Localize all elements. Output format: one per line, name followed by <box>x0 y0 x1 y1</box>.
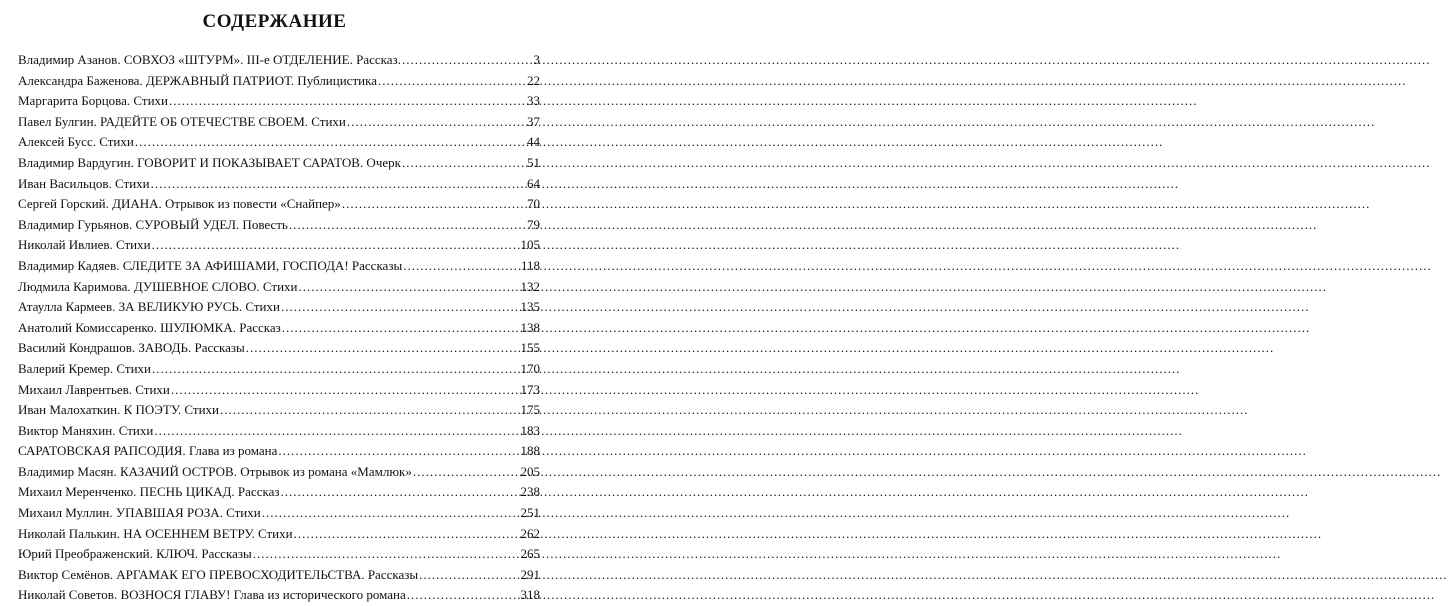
toc-entry-title: Юрий Преображенский. КЛЮЧ. Рассказы <box>18 546 252 562</box>
toc-entry <box>18 277 540 298</box>
toc-entry <box>18 565 540 586</box>
toc-entry-title: Иван Малохаткин. К ПОЭТУ. Стихи <box>18 402 220 418</box>
dot-leader <box>220 400 519 421</box>
toc-entry <box>18 482 540 503</box>
toc-entry-title: Михаил Меренченко. ПЕСНЬ ЦИКАД. Рассказ <box>18 484 280 500</box>
toc-entry <box>18 544 540 565</box>
toc-entry-title: Виктор Семёнов. АРГАМАК ЕГО ПРЕВОСХОДИТЕЛЬСТВА. Рассказы <box>18 566 419 582</box>
toc-entry-title: Владимир Масян. КАЗАЧИЙ ОСТРОВ. Отрывок из романа «Мамлюк» <box>18 463 412 479</box>
toc-entry <box>18 503 540 524</box>
toc-entry <box>18 112 540 133</box>
toc-entry-page-number: 79 <box>527 216 540 232</box>
dot-leader <box>278 441 519 462</box>
toc-entry-title: Атаулла Кармеев. ЗА ВЕЛИКУЮ РУСЬ. Стихи <box>18 299 280 315</box>
toc-entry-page-number: 132 <box>520 278 540 294</box>
dot-leader <box>403 256 520 277</box>
toc-entry <box>18 441 540 462</box>
toc-entry-page-number: 170 <box>520 360 540 376</box>
toc-entry-page-number: 262 <box>520 525 540 541</box>
toc-entry-title: Маргарита Борцова. Стихи <box>18 93 169 109</box>
dot-leader <box>294 524 520 545</box>
toc-entry <box>18 194 540 215</box>
dot-leader <box>171 380 520 401</box>
toc-entry <box>18 359 540 380</box>
toc-entry-title: Михаил Муллин. УПАВШАЯ РОЗА. Стихи <box>18 505 261 521</box>
toc-entry-title: Владимир Гурьянов. СУРОВЫЙ УДЕЛ. Повесть <box>18 216 288 232</box>
toc-entry-title: Валерий Кремер. Стихи <box>18 360 152 376</box>
toc-entry <box>18 132 540 153</box>
dot-leader <box>151 174 526 195</box>
toc-entry-title: Сергей Горский. ДИАНА. Отрывок из повести «Снайпер» <box>18 196 341 212</box>
toc-entry-page-number: 51 <box>527 154 540 170</box>
toc-entry-title: Владимир Азанов. СОВХОЗ «ШТУРМ». III-е ОТДЕЛЕНИЕ. Рассказ. <box>18 52 401 67</box>
toc-entry-title: Владимир Вардугин. ГОВОРИТ И ПОКАЗЫВАЕТ САРАТОВ. Очерк <box>18 154 401 170</box>
toc-entry-page-number: 37 <box>527 113 540 129</box>
toc-entry-page-number: 105 <box>520 237 540 253</box>
toc-entry <box>18 235 540 256</box>
toc-entry-page-number: 238 <box>520 484 540 500</box>
dot-leader <box>152 235 520 256</box>
toc-entry <box>18 318 540 339</box>
dot-leader <box>253 544 520 565</box>
toc-entry-title: Владимир Кадяев. СЛЕДИТЕ ЗА АФИШАМИ, ГОСПОДА! Рассказы <box>18 257 403 273</box>
toc-entry <box>18 256 540 277</box>
dot-leader <box>169 91 526 112</box>
dot-leader <box>135 132 526 153</box>
toc-entry <box>18 380 540 401</box>
dot-leader <box>419 565 519 586</box>
toc-entry-page-number: 64 <box>527 175 540 191</box>
toc-entry-title: Анатолий Комиссаренко. ШУЛЮМКА. Рассказ <box>18 319 281 335</box>
toc-entry-title: Людмила Каримова. ДУШЕВНОЕ СЛОВО. Стихи <box>18 278 298 294</box>
toc-entry-page-number: 33 <box>527 93 540 109</box>
toc-entry-page-number: 291 <box>520 566 540 582</box>
dot-leader <box>289 215 526 236</box>
toc-entry <box>18 297 540 318</box>
dot-leader <box>347 112 526 133</box>
toc-entry-page-number: 251 <box>520 505 540 521</box>
toc-entry-title: Николай Ивлиев. Стихи <box>18 237 151 253</box>
toc-entry-title: Иван Васильцов. Стихи <box>18 175 150 191</box>
toc-entry-title: Павел Булгин. РАДЕЙТЕ ОБ ОТЕЧЕСТВЕ СВОЕМ. Стихи <box>18 113 346 129</box>
toc-entry <box>18 215 540 236</box>
toc-entry-title: Михаил Лаврентьев. Стихи <box>18 381 170 397</box>
toc-entry <box>18 524 540 545</box>
toc-entry-page-number: 265 <box>520 546 540 562</box>
toc-entry-page-number: 205 <box>520 463 540 479</box>
dot-leader <box>262 503 520 524</box>
toc-entry <box>18 400 540 421</box>
toc-entry-page-number: 138 <box>520 319 540 335</box>
toc-entry-title: САРАТОВСКАЯ РАПСОДИЯ. Глава из романа <box>18 443 278 459</box>
toc-entry <box>18 153 540 174</box>
toc-entry-page-number: 22 <box>527 72 540 88</box>
toc-entry <box>18 50 540 71</box>
toc-entry-page-number: 118 <box>520 257 540 273</box>
page-title: СОДЕРЖАНИЕ <box>202 11 347 32</box>
toc-entry-page-number: 188 <box>520 443 540 459</box>
toc-entry-title: Николай Советов. ВОЗНОСЯ ГЛАВУ! Глава из исторического романа <box>18 587 406 603</box>
dot-leader <box>282 318 520 339</box>
dot-leader <box>152 359 519 380</box>
toc-entry-page-number: 183 <box>520 422 540 438</box>
dot-leader <box>407 585 520 606</box>
dot-leader <box>281 297 520 318</box>
dot-leader <box>246 338 520 359</box>
dot-leader <box>281 482 520 503</box>
toc-entry-page-number: 155 <box>520 340 540 356</box>
dot-leader <box>154 421 519 442</box>
toc-entry-title: Василий Кондрашов. ЗАВОДЬ. Рассказы <box>18 340 245 356</box>
toc-entry-page-number: 70 <box>527 196 540 212</box>
toc-entry-page-number: 135 <box>520 299 540 315</box>
toc-entry-page-number: 318 <box>520 587 540 603</box>
toc-entry <box>18 91 540 112</box>
dot-leader <box>413 462 520 483</box>
toc-entry-page-number: 44 <box>527 134 540 150</box>
toc-entry-page-number: 173 <box>520 381 540 397</box>
toc-entry <box>18 585 540 606</box>
toc-entry-title: Виктор Маняхин. Стихи <box>18 422 154 438</box>
toc-entry <box>18 338 540 359</box>
toc-entry-page-number: 175 <box>520 402 540 418</box>
toc-entry <box>18 174 540 195</box>
table-of-contents <box>18 50 540 606</box>
dot-leader <box>402 50 533 71</box>
dot-leader <box>402 153 526 174</box>
dot-leader <box>342 194 526 215</box>
toc-entry-page-number: 3 <box>533 52 540 67</box>
toc-entry-title: Николай Палькин. НА ОСЕННЕМ ВЕТРУ. Стихи <box>18 525 293 541</box>
toc-entry-title: Александра Баженова. ДЕРЖАВНЫЙ ПАТРИОТ. Публицистика <box>18 72 377 88</box>
toc-entry <box>18 462 540 483</box>
contents-page <box>0 0 549 603</box>
toc-entry <box>18 421 540 442</box>
toc-entry <box>18 71 540 92</box>
toc-entry-title: Алексей Бусс. Стихи <box>18 134 134 150</box>
dot-leader <box>299 277 520 298</box>
dot-leader <box>378 71 526 92</box>
